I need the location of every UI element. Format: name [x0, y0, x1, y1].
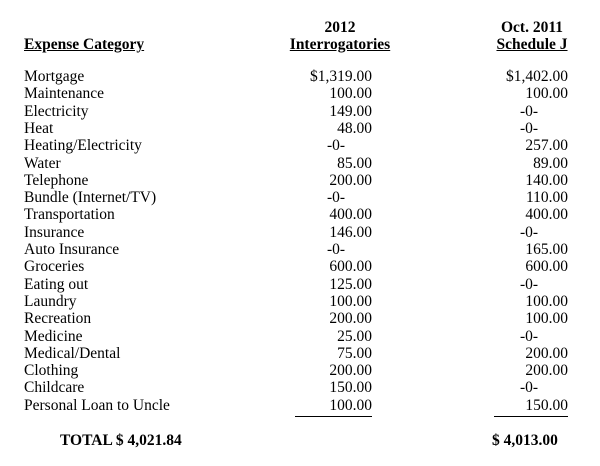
- row-category: Laundry: [24, 292, 77, 310]
- row-schedule-j-value: 89.00: [533, 154, 568, 172]
- row-category: Auto Insurance: [24, 241, 120, 258]
- row-2012-value: 85.00: [337, 154, 372, 172]
- row-category: Groceries: [24, 258, 85, 276]
- table-row: [0, 241, 600, 258]
- row-schedule-j-value: 257.00: [525, 137, 568, 155]
- row-schedule-j-value: $1,402.00: [506, 68, 568, 85]
- row-category: Recreation: [24, 310, 92, 328]
- table-row: [0, 155, 600, 172]
- table-row: [0, 172, 600, 189]
- row-schedule-j-value: 200.00: [525, 362, 568, 380]
- row-schedule-j-value: -0-: [520, 327, 539, 345]
- row-2012-value: -0-: [327, 189, 346, 207]
- table-row: [0, 310, 600, 327]
- table-row: [0, 276, 600, 293]
- row-category: Medicine: [24, 327, 83, 345]
- row-category: Personal Loan to Uncle: [24, 396, 170, 414]
- table-row: [0, 397, 600, 414]
- table-row: [0, 293, 600, 310]
- table-row: [0, 362, 600, 379]
- header-schedule-j: [470, 19, 594, 53]
- row-2012-value: -0-: [327, 241, 346, 258]
- row-schedule-j-value: 200.00: [525, 344, 568, 362]
- table-row: [0, 224, 600, 241]
- row-schedule-j-value: 600.00: [525, 258, 568, 276]
- row-2012-value: 125.00: [329, 275, 372, 293]
- row-category: Medical/Dental: [24, 344, 121, 362]
- row-2012-value: 25.00: [337, 327, 372, 345]
- row-schedule-j-value: -0-: [520, 379, 539, 397]
- header-col2-line1: Oct. 2011: [501, 19, 563, 36]
- row-category: Clothing: [24, 362, 79, 380]
- table-row: [0, 258, 600, 275]
- row-2012-value: 146.00: [329, 223, 372, 241]
- row-2012-value: 100.00: [329, 396, 372, 414]
- table-row: [0, 345, 600, 362]
- row-category: Mortgage: [24, 68, 85, 85]
- row-schedule-j-value: 140.00: [525, 171, 568, 189]
- col2-total-underline: [494, 416, 568, 417]
- table-row: [0, 68, 600, 85]
- table-row: [0, 103, 600, 120]
- row-schedule-j-value: 165.00: [525, 241, 568, 258]
- row-2012-value: 149.00: [329, 102, 372, 120]
- header-col1-line1: 2012: [324, 19, 356, 36]
- row-schedule-j-value: 110.00: [525, 189, 568, 207]
- row-2012-value: -0-: [327, 137, 346, 155]
- row-schedule-j-value: 100.00: [525, 292, 568, 310]
- row-schedule-j-value: -0-: [520, 102, 539, 120]
- table-row: [0, 328, 600, 345]
- row-category: Heating/Electricity: [24, 137, 142, 155]
- row-schedule-j-value: 400.00: [525, 206, 568, 224]
- row-category: Telephone: [24, 171, 89, 189]
- row-2012-value: 48.00: [337, 119, 372, 137]
- table-row: [0, 189, 600, 206]
- table-row: [0, 120, 600, 137]
- row-2012-value: 600.00: [329, 258, 372, 276]
- row-2012-value: 200.00: [329, 362, 372, 380]
- header-col2-line2: Schedule J: [496, 36, 568, 53]
- row-2012-value: 100.00: [329, 292, 372, 310]
- header-expense-category: [24, 36, 144, 53]
- row-2012-value: 200.00: [329, 171, 372, 189]
- row-2012-value: $1,319.00: [310, 68, 372, 85]
- row-category: Insurance: [24, 223, 85, 241]
- row-schedule-j-value: 100.00: [525, 85, 568, 103]
- header-2012-interrogatories: [272, 19, 408, 53]
- col1-total-underline: [295, 416, 372, 417]
- table-row: [0, 379, 600, 396]
- row-schedule-j-value: -0-: [520, 119, 539, 137]
- row-category: Water: [24, 154, 61, 172]
- row-2012-value: 200.00: [329, 310, 372, 328]
- table-row: [0, 206, 600, 223]
- row-2012-value: 75.00: [337, 344, 372, 362]
- row-category: Transportation: [24, 206, 115, 224]
- row-schedule-j-value: -0-: [520, 275, 539, 293]
- total-col2: $ 4,013.00: [492, 432, 558, 449]
- header-expense-category-label: Expense Category: [24, 36, 145, 53]
- table-row: [0, 85, 600, 102]
- row-schedule-j-value: -0-: [520, 223, 539, 241]
- row-category: Eating out: [24, 275, 89, 293]
- row-category: Heat: [24, 119, 54, 137]
- total-label-col1: TOTAL $ 4,021.84: [60, 432, 182, 449]
- header-col1-line2: Interrogatories: [289, 36, 391, 53]
- row-category: Childcare: [24, 379, 85, 397]
- row-2012-value: 400.00: [329, 206, 372, 224]
- row-category: Maintenance: [24, 85, 105, 103]
- row-category: Electricity: [24, 102, 89, 120]
- row-2012-value: 150.00: [329, 379, 372, 397]
- table-row: [0, 137, 600, 154]
- row-schedule-j-value: 100.00: [525, 310, 568, 328]
- row-category: Bundle (Internet/TV): [24, 189, 157, 207]
- row-2012-value: 100.00: [329, 85, 372, 103]
- row-schedule-j-value: 150.00: [525, 396, 568, 414]
